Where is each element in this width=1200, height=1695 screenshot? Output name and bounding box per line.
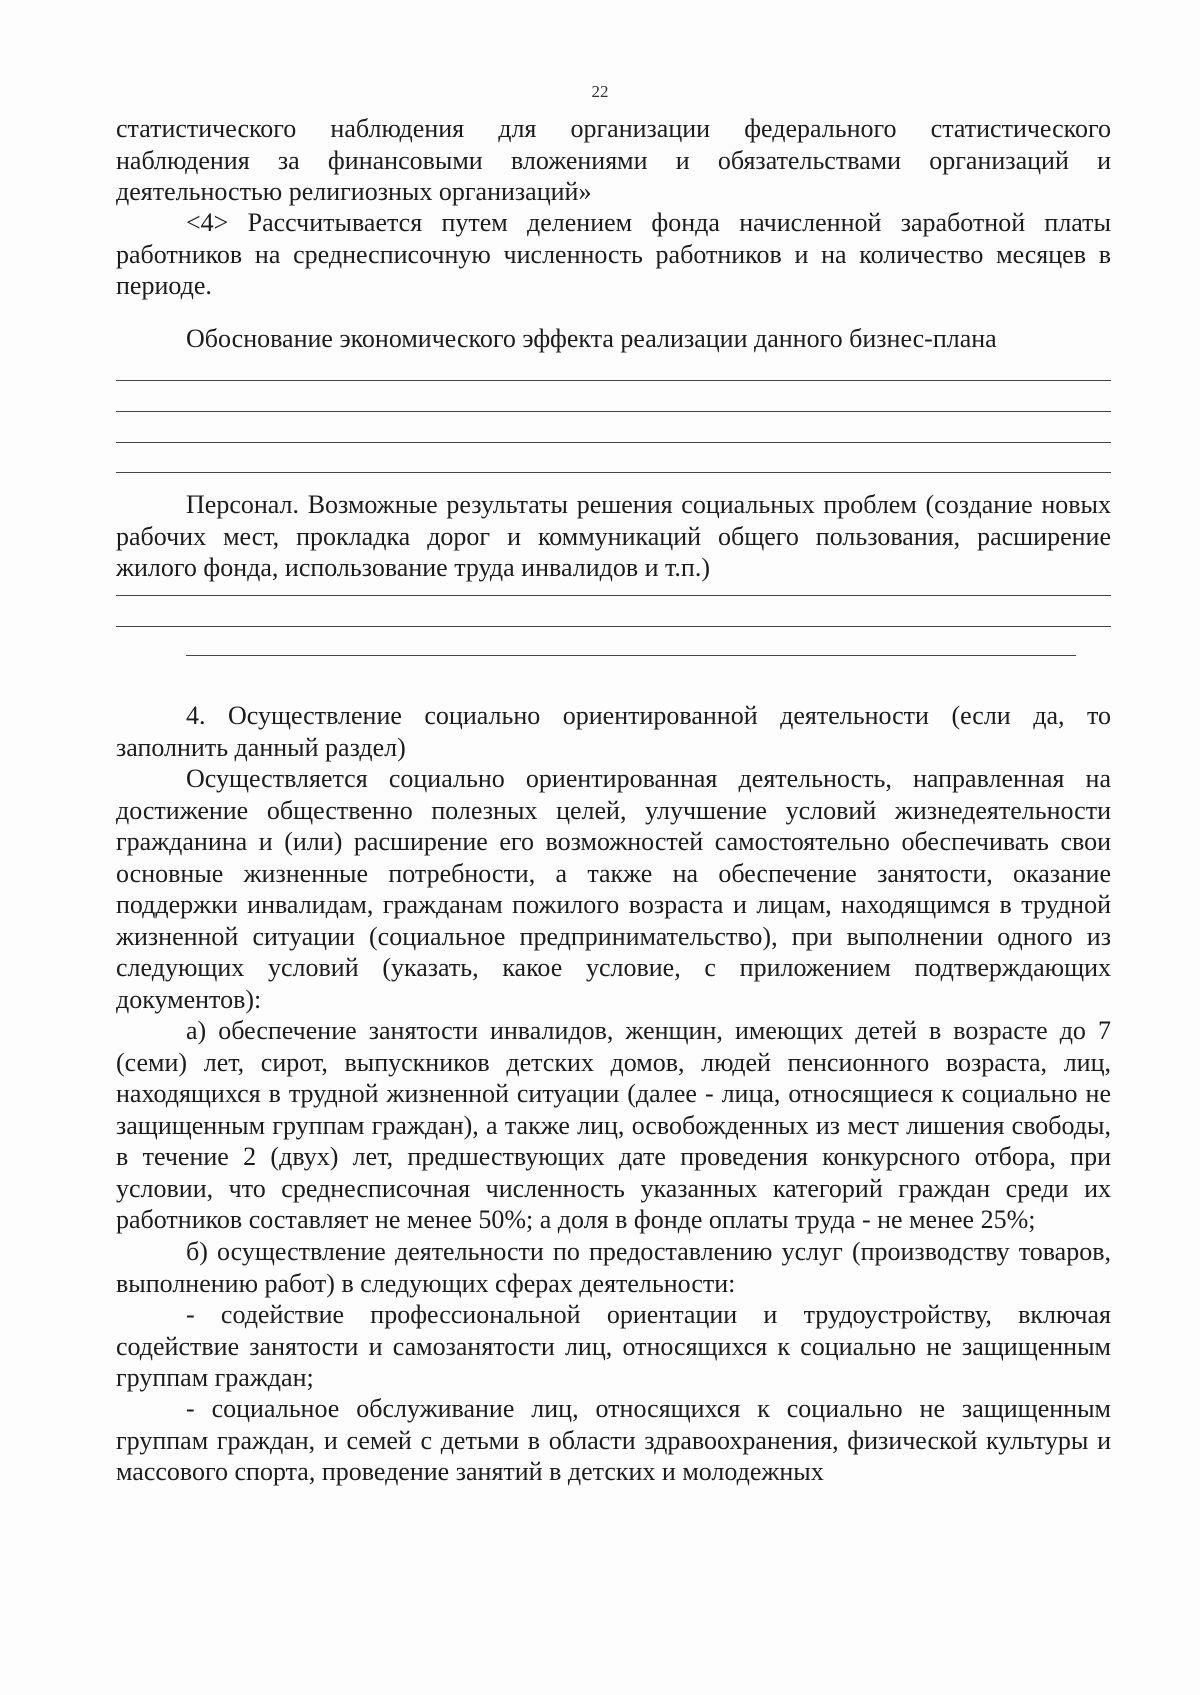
page-number: 22 [591, 82, 609, 101]
section-4-intro: Осуществляется социально ориентированная деятельность, направленная на достижение общественно полезных целей, улучшение условий жизнедеятельности гражданина и (или) расширение его возможностей самостоятельно обеспечивать свои основные жизненные потребности, а также на обеспечение занятости, оказание поддержки инвалидам, гражданам пожилого возраста и лицам, находящимся в трудной жизненной ситуации (социальное предпринимательство), при выполнении одного из следующих условий (указать, какое условие, с приложением подтверждающих документов): [116, 764, 1111, 1014]
blank-fill-line [116, 626, 1111, 627]
blank-fill-line [116, 380, 1111, 381]
economic-effect-heading: Обоснование экономического эффекта реализации данного бизнес-плана [186, 324, 997, 353]
footnote-continuation: статистического наблюдения для организации федерального статистического наблюдения за финансовыми вложениями и обязательствами организаций и деятельностью религиозных организаций» [116, 114, 1111, 206]
blank-fill-line [116, 442, 1111, 443]
activity-dash-1: - содействие профессиональной ориентации и трудоустройству, включая содействие занятости и самозанятости лиц, относящихся к социально не защищенным группам граждан; [116, 1300, 1111, 1392]
section-4-title: 4. Осуществление социально ориентированной деятельности (если да, то заполнить данный раздел) [116, 701, 1111, 762]
condition-a: а) обеспечение занятости инвалидов, женщин, имеющих детей в возрасте до 7 (семи) лет, сирот, выпускников детских домов, людей пенсионного возраста, лиц, находящихся в трудной жизненной ситуации (далее - лица, относящиеся к социально не защищенным группам граждан), а также лиц, освобожденных из мест лишения свободы, в течение 2 (двух) лет, предшествующих дате проведения конкурсного отбора, при условии, что среднесписочная численность указанных категорий граждан среди их работников составляет не менее 50%; а доля в фонде оплаты труда - не менее 25%; [116, 1016, 1111, 1234]
blank-fill-line [116, 595, 1111, 596]
blank-fill-line [186, 655, 1076, 656]
staff-paragraph: Персонал. Возможные результаты решения социальных проблем (создание новых рабочих мест, прокладка дорог и коммуникаций общего пользования, расширение жилого фонда, использование труда инвалидов и т.п.) [116, 490, 1111, 582]
condition-b: б) осуществление деятельности по предоставлению услуг (производству товаров, выполнению работ) в следующих сферах деятельности: [116, 1237, 1111, 1298]
blank-fill-line [116, 472, 1111, 473]
blank-fill-line [116, 411, 1111, 412]
activity-dash-2: - социальное обслуживание лиц, относящихся к социально не защищенным группам граждан, и семей с детьми в области здравоохранения, физической культуры и массового спорта, проведение занятий в детских и молодежных [116, 1394, 1111, 1486]
footnote-4: <4> Рассчитывается путем делением фонда начисленной заработной платы работников на среднесписочную численность работников и на количество месяцев в периоде. [116, 208, 1111, 300]
